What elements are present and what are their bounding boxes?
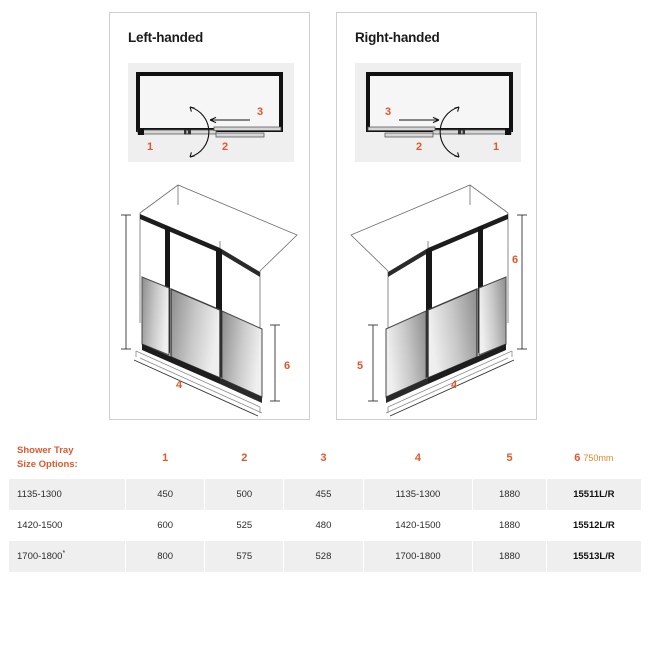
header-col-5: 5: [473, 437, 545, 479]
dimension-line-5: [368, 325, 378, 401]
sliding-panel-bar: [216, 133, 264, 137]
top-rail: [388, 214, 508, 277]
cell-dim-3: 480: [284, 510, 362, 541]
cell-dim-1: 800: [126, 541, 204, 572]
header-col-3: 3: [284, 437, 362, 479]
header-col-4: 4: [364, 437, 473, 479]
cell-size: 1700-1800*: [9, 541, 125, 572]
enclosure-outline: [368, 74, 511, 130]
plan-label-1: 1: [493, 141, 500, 153]
cell-dim-2: 500: [205, 479, 283, 510]
diagram-panel-left-handed: [109, 12, 310, 420]
cell-dim-5: 1880: [473, 479, 545, 510]
panel-title-right: Right-handed: [355, 30, 440, 45]
specification-table: [8, 437, 642, 572]
plan-view-left: [128, 63, 294, 162]
iso-label-4: 4: [176, 379, 183, 391]
cell-dim-2: 525: [205, 510, 283, 541]
enclosure-outline: [138, 74, 281, 130]
cell-size: 1135-1300: [9, 479, 125, 510]
cell-product-code: 15512L/R: [547, 510, 641, 541]
header-col-1: 1: [126, 437, 204, 479]
header-col-6-numerator: 6: [574, 451, 581, 464]
isometric-view-right: [339, 173, 536, 413]
top-rail: [140, 214, 260, 277]
dimension-line-6: [270, 325, 280, 401]
iso-label-5: 5: [357, 360, 364, 372]
iso-label-6: 6: [512, 254, 519, 266]
dimension-line-height-left: [121, 215, 131, 349]
header-size-options: [9, 437, 125, 479]
cell-dim-2: 575: [205, 541, 283, 572]
cell-product-code: 15511L/R: [547, 479, 641, 510]
header-col-2: 2: [205, 437, 283, 479]
fixed-panel-bar: [138, 129, 216, 135]
plan-label-3: 3: [385, 106, 392, 118]
cell-dim-4: 1420-1500: [364, 510, 473, 541]
iso-label-4: 4: [451, 379, 458, 391]
header-size-options-line2: Size Options:: [17, 459, 78, 470]
cell-dim-1: 600: [126, 510, 204, 541]
plan-view-right: [355, 63, 521, 162]
sliding-panel-bar: [385, 133, 433, 137]
plan-label-2: 2: [416, 141, 423, 153]
glass-panels: [142, 277, 262, 397]
glass-panels: [386, 277, 506, 397]
cell-dim-5: 1880: [473, 510, 545, 541]
table-header-row: [9, 437, 641, 479]
dimension-line-6: [517, 215, 527, 349]
cell-dim-3: 455: [284, 479, 362, 510]
outer-rail-bar: [368, 127, 435, 131]
fixed-panel-bar: [433, 129, 511, 135]
cell-product-code: 15513L/R: [547, 541, 641, 572]
cell-dim-4: 1135-1300: [364, 479, 473, 510]
header-size-options-line1: Shower Tray: [17, 445, 74, 456]
plan-label-2: 2: [222, 141, 229, 153]
diagram-panel-right-handed: [336, 12, 537, 420]
cell-dim-3: 528: [284, 541, 362, 572]
plan-label-1: 1: [147, 141, 154, 153]
plan-label-3: 3: [257, 106, 264, 118]
cell-size: 1420-1500: [9, 510, 125, 541]
header-col-6: [547, 437, 641, 479]
iso-label-6: 6: [284, 360, 291, 372]
outer-rail-bar: [214, 127, 281, 131]
isometric-view-left: [112, 173, 309, 413]
cell-dim-1: 450: [126, 479, 204, 510]
table-row: [9, 479, 641, 510]
panel-title-left: Left-handed: [128, 30, 204, 45]
table-row: [9, 541, 641, 572]
table-row: [9, 510, 641, 541]
header-col-6-denominator: 750mm: [583, 452, 614, 463]
cell-dim-5: 1880: [473, 541, 545, 572]
cell-dim-4: 1700-1800: [364, 541, 473, 572]
